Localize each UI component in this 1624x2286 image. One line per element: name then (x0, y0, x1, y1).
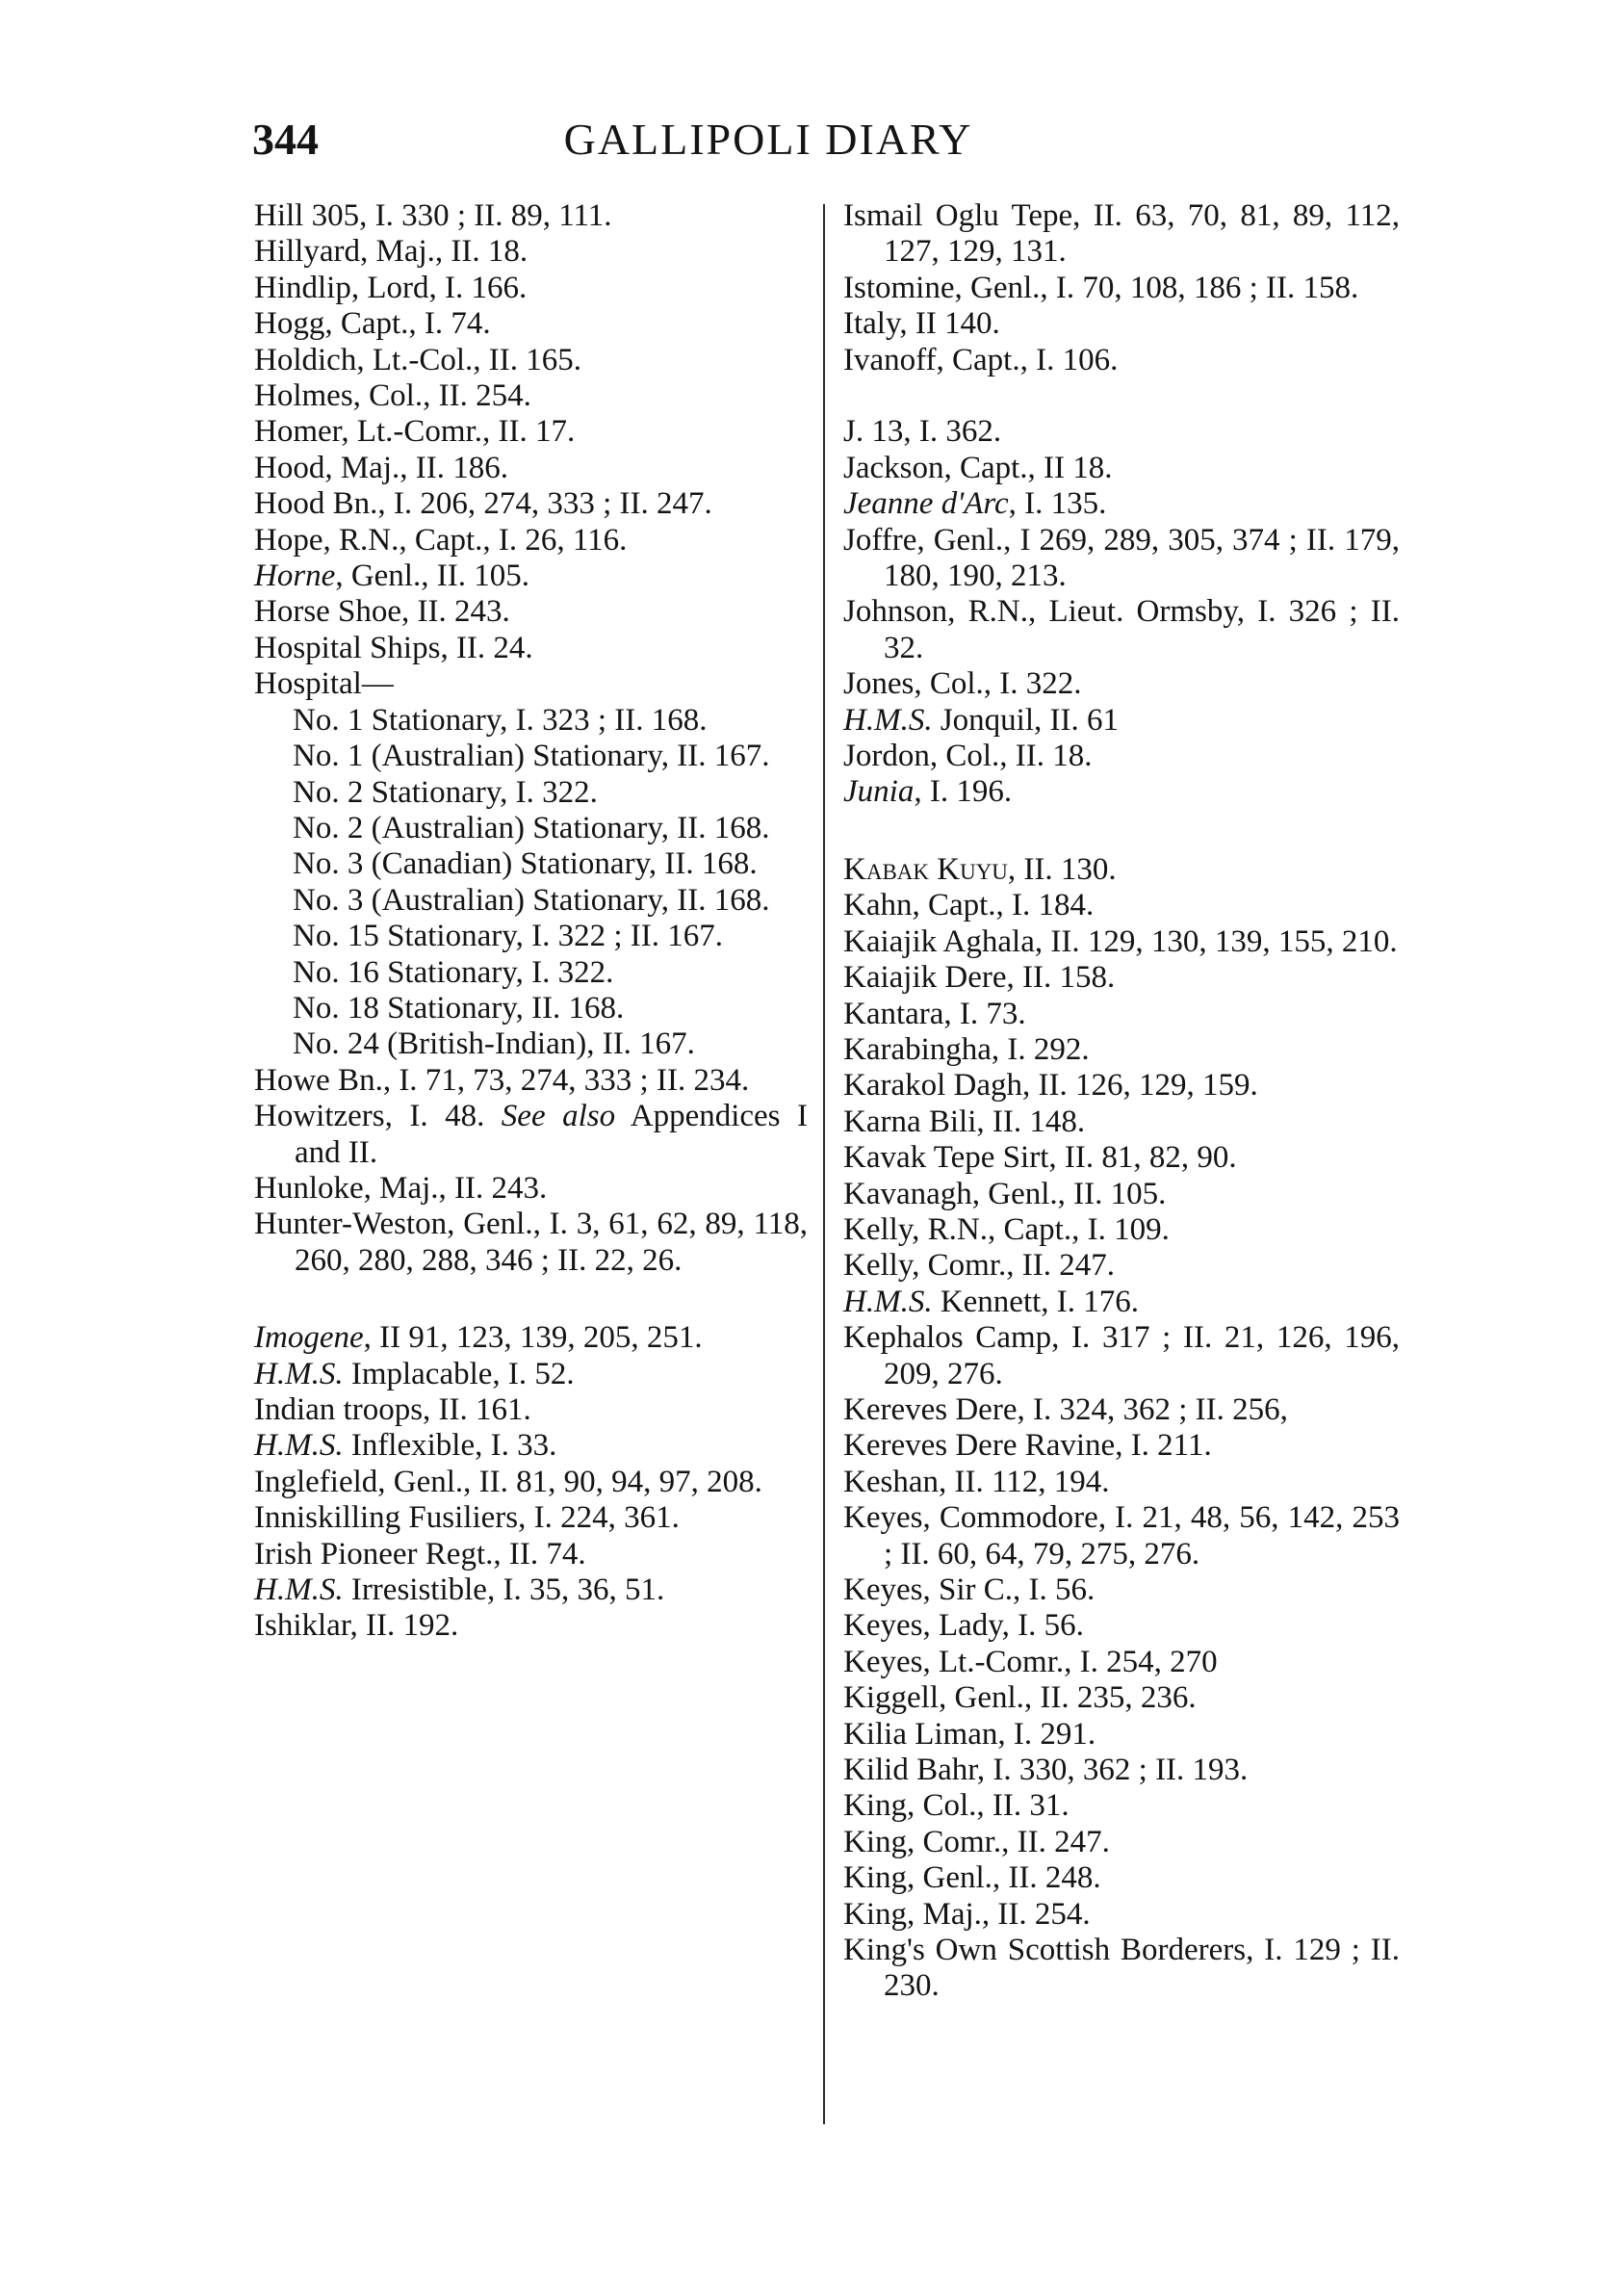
entry-text: Kilia Liman, I. 291. (843, 1716, 1096, 1752)
entry-text: Hillyard, Maj., II. 18. (254, 234, 528, 270)
entry-text: Jordon, Col., II. 18. (843, 739, 1093, 774)
entry-italic: H.M.S. (843, 1284, 933, 1319)
index-entry (843, 997, 1400, 1032)
index-entry (254, 1099, 808, 1171)
entry-text: , Genl., II. 105. (335, 559, 529, 594)
index-entry (843, 1248, 1400, 1284)
index-entry (843, 198, 1400, 271)
index-column-left (254, 198, 808, 1645)
entry-text: Kereves Dere Ravine, I. 211. (843, 1428, 1212, 1464)
index-entry (254, 378, 808, 414)
entry-text: Italy, II 140. (843, 306, 1000, 342)
index-entry (843, 888, 1400, 923)
entry-text: Kephalos Camp, I. 317 ; II. 21, 126, 196, 209, 276. (843, 1320, 1400, 1391)
index-entry (843, 739, 1400, 774)
entry-text: Howe Bn., I. 71, 73, 274, 333 ; II. 234. (254, 1062, 750, 1098)
entry-text: Keyes, Lt.-Comr., I. 254, 270 (843, 1644, 1218, 1679)
entry-text: Ishiklar, II. 192. (254, 1608, 459, 1644)
index-subentry (293, 991, 808, 1026)
index-entry (843, 594, 1400, 666)
index-entry (254, 559, 808, 594)
index-entry (843, 703, 1400, 739)
entry-text: Ivanoff, Capt., I. 106. (843, 342, 1119, 377)
index-entry (843, 1392, 1400, 1428)
column-divider (823, 204, 825, 2124)
index-entry (254, 1608, 808, 1644)
index-entry (254, 1357, 808, 1392)
entry-text: Homer, Lt.-Comr., II. 17. (254, 414, 576, 450)
entry-text: Holmes, Col., II. 254. (254, 378, 531, 414)
index-entry (254, 486, 808, 522)
entry-text: No. 15 Stationary, I. 322 ; II. 167. (293, 919, 723, 954)
index-entry (254, 1063, 808, 1099)
index-entry (843, 960, 1400, 996)
index-entry (254, 414, 808, 450)
index-subentry (293, 775, 808, 811)
index-entry (254, 271, 808, 306)
index-entry (254, 1171, 808, 1207)
entry-italic: Jeanne d'Arc (843, 486, 1009, 522)
entry-italic: Imogene (254, 1320, 364, 1356)
entry-text: Kahn, Capt., I. 184. (843, 888, 1095, 923)
index-entry (254, 1320, 808, 1356)
index-entry (843, 343, 1400, 378)
entry-text: Inglefield, Genl., II. 81, 90, 94, 97, 208. (254, 1464, 762, 1499)
entry-text: Keshan, II. 112, 194. (843, 1464, 1110, 1499)
entry-text: Hood Bn., I. 206, 274, 333 ; II. 247. (254, 486, 712, 522)
index-subentry (293, 811, 808, 846)
entry-text: Kennett, I. 176. (932, 1284, 1140, 1319)
entry-text: Jackson, Capt., II 18. (843, 450, 1113, 485)
entry-text: Hospital Ships, II. 24. (254, 630, 533, 665)
index-entry (843, 1465, 1400, 1500)
index-entry (254, 666, 808, 702)
entry-text: Hogg, Capt., I. 74. (254, 306, 491, 342)
index-entry (843, 486, 1400, 522)
entry-text: Kavak Tepe Sirt, II. 81, 82, 90. (843, 1140, 1237, 1176)
section-gap (254, 1279, 808, 1320)
index-column-right (843, 198, 1400, 2005)
index-entry (843, 451, 1400, 486)
index-subentry (293, 883, 808, 919)
entry-text: Karna Bili, II. 148. (843, 1104, 1086, 1139)
entry-text: , II. 130. (1007, 851, 1117, 887)
entry-italic: Junia (843, 774, 915, 810)
entry-text: Hope, R.N., Capt., I. 26, 116. (254, 522, 628, 558)
entry-text: Istomine, Genl., I. 70, 108, 186 ; II. 158. (843, 270, 1359, 305)
index-entry (254, 234, 808, 270)
index-entry (843, 1212, 1400, 1248)
entry-text: , II 91, 123, 139, 205, 251. (363, 1320, 703, 1356)
section-gap (843, 811, 1400, 852)
entry-text: Jones, Col., I. 322. (843, 666, 1082, 702)
index-entry (843, 1788, 1400, 1824)
index-entry (843, 1140, 1400, 1176)
entry-italic: Horne (254, 559, 336, 594)
index-subentry (293, 919, 808, 954)
index-entry (843, 924, 1400, 960)
entry-text: No. 18 Stationary, II. 168. (293, 990, 625, 1026)
index-entry (843, 1825, 1400, 1860)
entry-text: Karakol Dagh, II. 126, 129, 159. (843, 1068, 1258, 1104)
entry-text: No. 2 (Australian) Stationary, II. 168. (293, 810, 770, 845)
index-entry (254, 306, 808, 342)
index-entry (843, 414, 1400, 450)
entry-text: Irresistible, I. 35, 36, 51. (343, 1572, 665, 1608)
entry-text: Hill 305, I. 330 ; II. 89, 111. (254, 198, 612, 233)
entry-text: King, Genl., II. 248. (843, 1860, 1101, 1896)
entry-text: Howitzers, I. 48. (254, 1099, 502, 1134)
entry-text: Inflexible, I. 33. (343, 1428, 557, 1464)
entry-text: Kaiajik Dere, II. 158. (843, 960, 1116, 996)
entry-italic: See also (501, 1099, 616, 1134)
index-entry (254, 594, 808, 630)
entry-text: No. 2 Stationary, I. 322. (293, 774, 598, 810)
entry-text: Karabingha, I. 292. (843, 1031, 1090, 1067)
entry-text: King, Maj., II. 254. (843, 1896, 1091, 1932)
entry-text: Kelly, Comr., II. 247. (843, 1248, 1115, 1284)
entry-text: Inniskilling Fusiliers, I. 224, 361. (254, 1500, 680, 1536)
index-entry (254, 1428, 808, 1464)
entry-text: King, Comr., II. 247. (843, 1824, 1110, 1859)
index-subentry (293, 739, 808, 774)
entry-italic: H.M.S. (254, 1356, 344, 1391)
entry-text: Johnson, R.N., Lieut. Ormsby, I. 326 ; II. 32. (843, 594, 1400, 665)
entry-text: Ismail Oglu Tepe, II. 63, 70, 81, 89, 112, 127, 129, 131. (843, 198, 1400, 270)
index-entry (254, 1500, 808, 1536)
index-entry (843, 1608, 1400, 1644)
entry-text: Kereves Dere, I. 324, 362 ; II. 256, (843, 1391, 1288, 1427)
index-entry (843, 666, 1400, 702)
index-entry (254, 1537, 808, 1572)
index-entry (254, 1392, 808, 1428)
entry-text: Hunter-Weston, Genl., I. 3, 61, 62, 89, 118, 260, 280, 288, 346 ; II. 22, 26. (254, 1207, 808, 1278)
entry-text: Kavanagh, Genl., II. 105. (843, 1176, 1167, 1211)
entry-text: Hindlip, Lord, I. 166. (254, 270, 528, 305)
entry-text: Hood, Maj., II. 186. (254, 450, 508, 485)
entry-italic: H.M.S. (843, 702, 933, 738)
index-entry (843, 1177, 1400, 1212)
entry-text: King's Own Scottish Borderers, I. 129 ; II. 230. (843, 1933, 1400, 2004)
index-entry (843, 1753, 1400, 1788)
index-entry (254, 631, 808, 666)
index-entry (843, 1032, 1400, 1068)
entry-text: Kilid Bahr, I. 330, 362 ; II. 193. (843, 1753, 1249, 1788)
index-subentry (293, 703, 808, 739)
section-gap (843, 378, 1400, 414)
index-entry (843, 1104, 1400, 1140)
index-entry (843, 1717, 1400, 1753)
entry-text: No. 3 (Canadian) Stationary, II. 168. (293, 846, 758, 882)
index-entry (843, 1680, 1400, 1716)
index-entry (843, 1320, 1400, 1392)
page-header (252, 114, 1284, 181)
entry-italic: H.M.S. (254, 1428, 344, 1464)
entry-text: No. 24 (British-Indian), II. 167. (293, 1026, 695, 1062)
index-entry (843, 1068, 1400, 1104)
running-title: GALLIPOLI DIARY (563, 115, 973, 164)
page-number: 344 (252, 115, 319, 164)
index-entry (254, 198, 808, 234)
index-entry (254, 523, 808, 559)
entry-text: Kelly, R.N., Capt., I. 109. (843, 1211, 1170, 1247)
entry-text: Keyes, Commodore, I. 21, 48, 56, 142, 253 ; II. 60, 64, 79, 275, 276. (843, 1500, 1400, 1572)
entry-text: No. 3 (Australian) Stationary, II. 168. (293, 882, 770, 918)
index-entry (843, 1500, 1400, 1572)
index-entry (843, 1933, 1400, 2005)
entry-text: Jonquil, II. 61 (932, 702, 1119, 738)
index-entry (254, 451, 808, 486)
index-entry (843, 523, 1400, 595)
entry-text: J. 13, I. 362. (843, 414, 1002, 450)
index-entry (843, 852, 1400, 888)
entry-text: Horse Shoe, II. 243. (254, 594, 510, 630)
entry-text: Implacable, I. 52. (343, 1356, 575, 1391)
entry-text: Joffre, Genl., I 269, 289, 305, 374 ; II. 179, 180, 190, 213. (843, 522, 1400, 594)
index-entry (843, 774, 1400, 810)
index-entry (843, 1428, 1400, 1464)
entry-text: , I. 135. (1008, 486, 1107, 522)
index-entry (843, 271, 1400, 306)
entry-text: Irish Pioneer Regt., II. 74. (254, 1536, 586, 1572)
index-entry (843, 306, 1400, 342)
index-entry (843, 1897, 1400, 1933)
entry-text: Keyes, Sir C., I. 56. (843, 1572, 1096, 1608)
entry-text: Hunloke, Maj., II. 243. (254, 1170, 548, 1206)
index-entry (843, 1860, 1400, 1896)
index-entry (843, 1285, 1400, 1320)
entry-small-caps: Kabak Kuyu (843, 851, 1008, 887)
entry-text: Kaiajik Aghala, II. 129, 130, 139, 155, 210. (843, 923, 1398, 959)
entry-italic: H.M.S. (254, 1572, 344, 1608)
entry-text: Appendices I and II. (295, 1099, 808, 1170)
index-subentry (293, 846, 808, 882)
index-entry (843, 1645, 1400, 1680)
entry-text: No. 16 Stationary, I. 322. (293, 954, 614, 990)
entry-text: Indian troops, II. 161. (254, 1392, 531, 1427)
entry-text: Holdich, Lt.-Col., II. 165. (254, 342, 582, 377)
entry-text: No. 1 Stationary, I. 323 ; II. 168. (293, 702, 708, 738)
index-entry (254, 343, 808, 378)
index-entry (254, 1207, 808, 1279)
index-subentry (293, 955, 808, 991)
index-entry (254, 1572, 808, 1608)
entry-text: King, Col., II. 31. (843, 1788, 1070, 1824)
entry-text: Kiggell, Genl., II. 235, 236. (843, 1680, 1197, 1716)
index-entry (254, 1465, 808, 1500)
entry-text: Keyes, Lady, I. 56. (843, 1608, 1084, 1644)
entry-text: No. 1 (Australian) Stationary, II. 167. (293, 739, 770, 774)
index-subentry (293, 1026, 808, 1062)
entry-text: , I. 196. (914, 774, 1013, 810)
entry-text: Kantara, I. 73. (843, 996, 1026, 1031)
index-entry (843, 1572, 1400, 1608)
entry-text: Hospital— (254, 666, 394, 702)
